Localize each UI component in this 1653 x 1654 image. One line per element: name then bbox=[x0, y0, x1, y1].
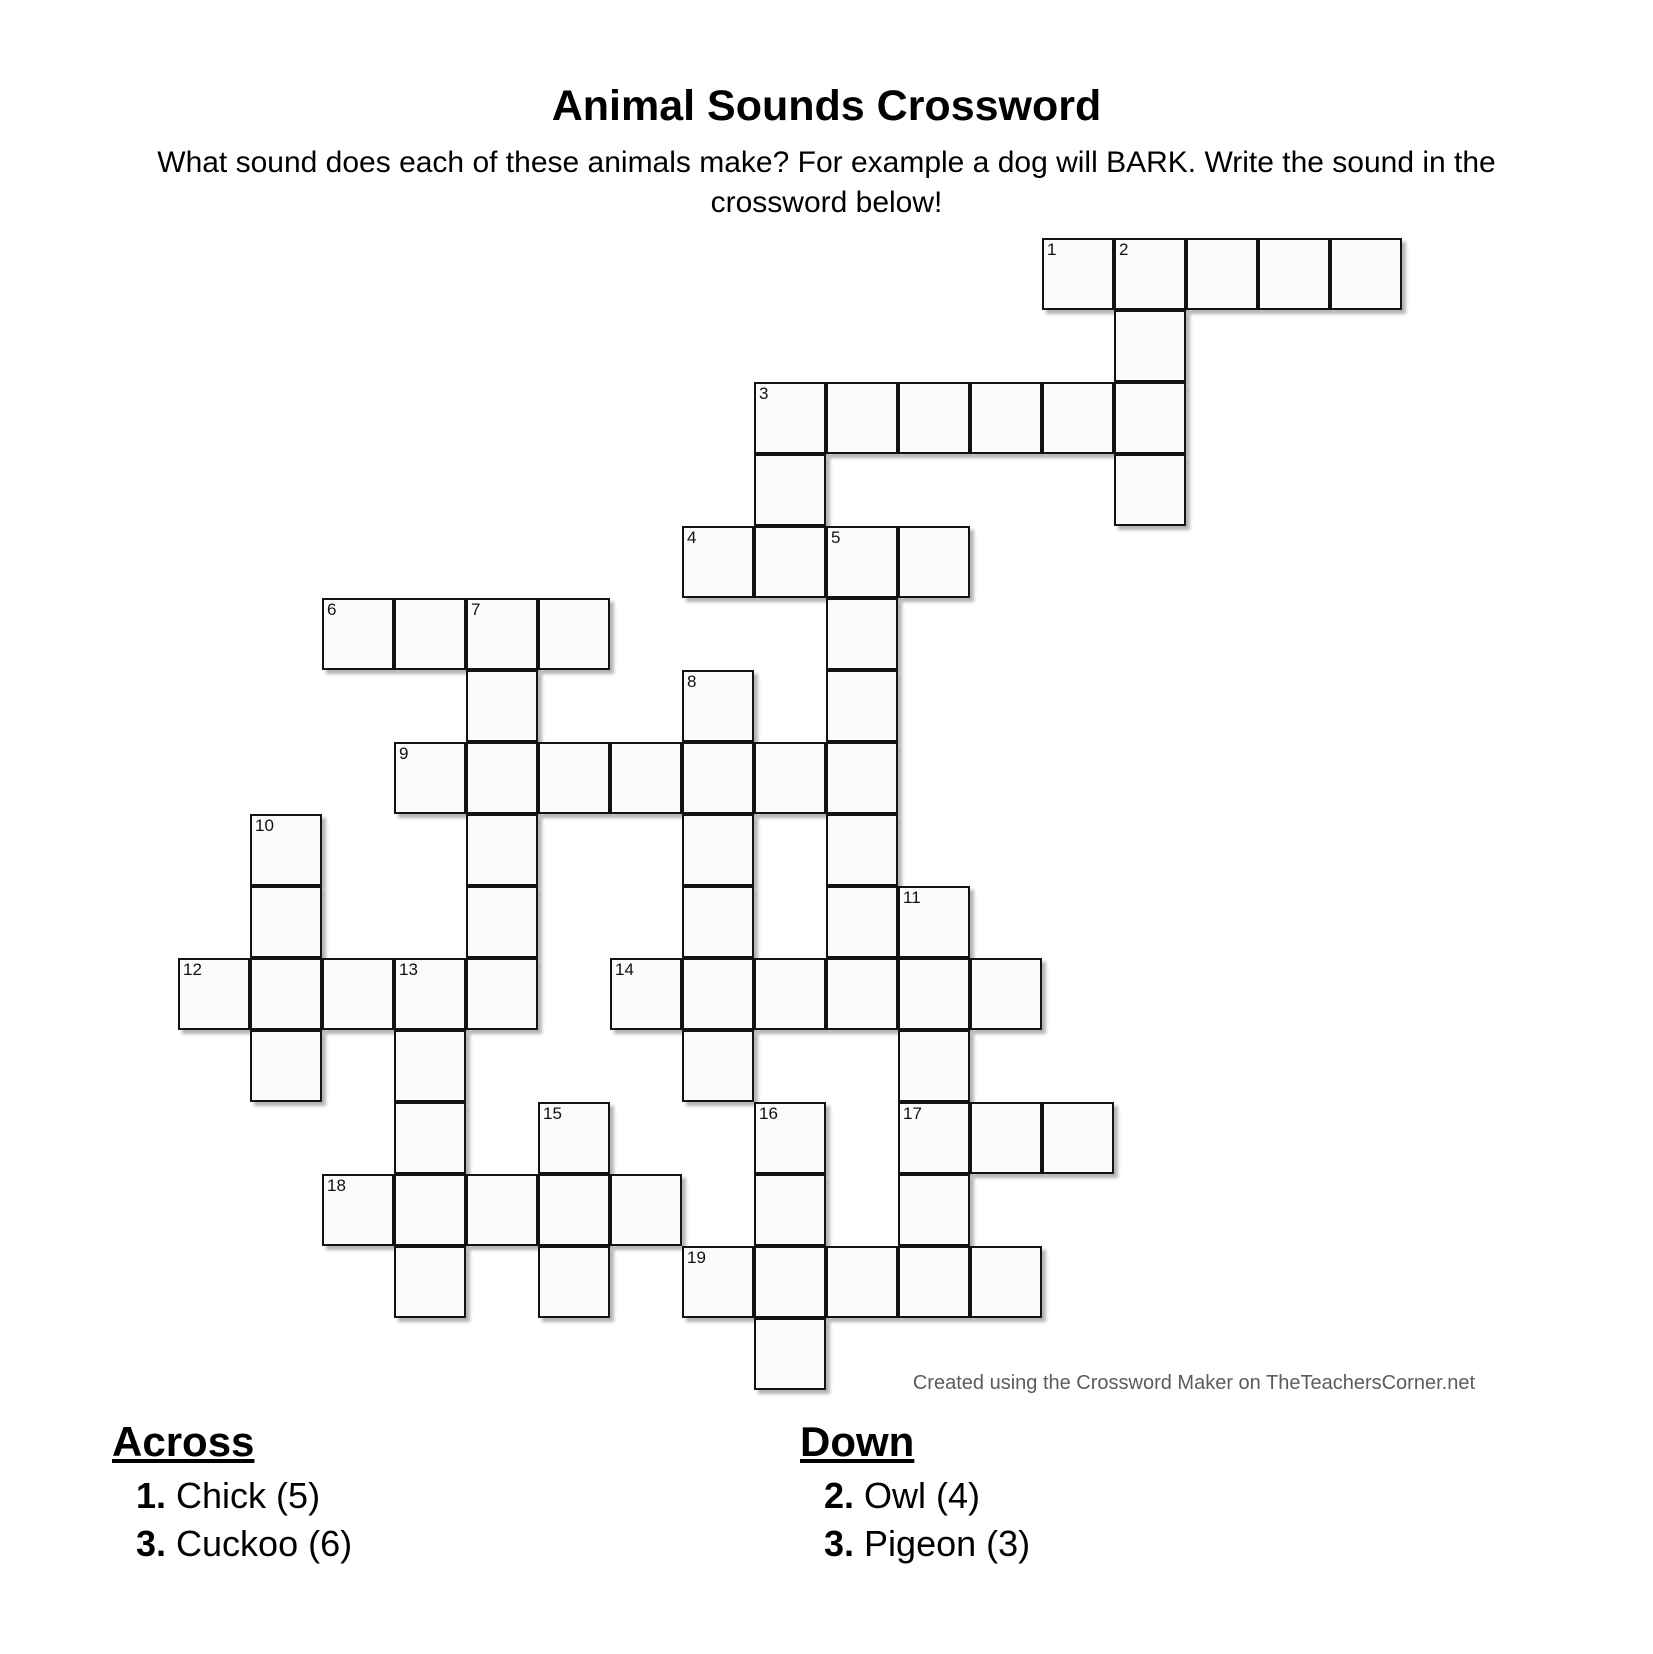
crossword-cell[interactable] bbox=[826, 814, 898, 886]
cell-number: 7 bbox=[471, 600, 481, 619]
cell-number: 10 bbox=[255, 816, 274, 835]
crossword-cell[interactable] bbox=[250, 886, 322, 958]
clue-text: Chick (5) bbox=[166, 1475, 321, 1516]
cell-number: 19 bbox=[687, 1248, 706, 1267]
crossword-cell[interactable] bbox=[250, 814, 322, 886]
clues-section bbox=[0, 1418, 1653, 1654]
crossword-cell[interactable] bbox=[682, 886, 754, 958]
crossword-cell[interactable] bbox=[754, 1174, 826, 1246]
cell-number: 8 bbox=[687, 672, 697, 691]
crossword-cell[interactable] bbox=[538, 742, 610, 814]
crossword-cell[interactable] bbox=[1042, 382, 1114, 454]
cell-number: 5 bbox=[831, 528, 841, 547]
crossword-cell[interactable] bbox=[610, 958, 682, 1030]
cell-number: 9 bbox=[399, 744, 409, 763]
crossword-cell[interactable] bbox=[682, 1246, 754, 1318]
instructions-text: What sound does each of these animals make? For example a dog will BARK. Write the sound in the crossword below! bbox=[157, 146, 1496, 219]
crossword-cell[interactable] bbox=[754, 454, 826, 526]
crossword-cell[interactable] bbox=[826, 526, 898, 598]
clue-text: Pigeon (3) bbox=[854, 1522, 1031, 1564]
cell-number: 4 bbox=[687, 528, 697, 547]
crossword-cell[interactable] bbox=[178, 958, 250, 1030]
crossword-cell[interactable] bbox=[898, 1102, 970, 1174]
cell-number: 2 bbox=[1119, 240, 1129, 259]
crossword-cell[interactable] bbox=[538, 1246, 610, 1318]
clue-number: 1. bbox=[136, 1475, 167, 1516]
cell-number: 6 bbox=[327, 600, 337, 619]
clue-number: 3. bbox=[824, 1522, 855, 1564]
crossword-cell[interactable] bbox=[826, 1246, 898, 1318]
crossword-cell[interactable] bbox=[394, 742, 466, 814]
crossword-cell[interactable] bbox=[826, 958, 898, 1030]
crossword-cell[interactable] bbox=[1258, 238, 1330, 310]
crossword-cell[interactable] bbox=[394, 1174, 466, 1246]
crossword-cell[interactable] bbox=[250, 1030, 322, 1102]
cell-number: 17 bbox=[903, 1104, 922, 1123]
crossword-cell[interactable] bbox=[754, 1102, 826, 1174]
crossword-cell[interactable] bbox=[754, 958, 826, 1030]
crossword-cell[interactable] bbox=[754, 1318, 826, 1390]
crossword-cell[interactable] bbox=[1330, 238, 1402, 310]
crossword-cell[interactable] bbox=[466, 958, 538, 1030]
clue-text: Cuckoo (6) bbox=[166, 1522, 353, 1564]
down-clues-column bbox=[800, 1418, 1030, 1567]
clue-number: 2. bbox=[824, 1475, 855, 1516]
crossword-cell[interactable] bbox=[394, 598, 466, 670]
crossword-cell[interactable] bbox=[826, 598, 898, 670]
crossword-cell[interactable] bbox=[898, 382, 970, 454]
crossword-cell[interactable] bbox=[682, 814, 754, 886]
crossword-cell[interactable] bbox=[466, 814, 538, 886]
clue-number: 3. bbox=[136, 1522, 167, 1564]
crossword-cell[interactable] bbox=[394, 958, 466, 1030]
cell-number: 13 bbox=[399, 960, 418, 979]
crossword-cell[interactable] bbox=[826, 382, 898, 454]
crossword-cell[interactable] bbox=[826, 742, 898, 814]
crossword-cell[interactable] bbox=[1114, 310, 1186, 382]
across-clues-column bbox=[112, 1418, 352, 1567]
crossword-cell[interactable] bbox=[1042, 238, 1114, 310]
cell-number: 14 bbox=[615, 960, 634, 979]
crossword-cell[interactable] bbox=[970, 958, 1042, 1030]
crossword-cell[interactable] bbox=[754, 1246, 826, 1318]
crossword-cell[interactable] bbox=[1186, 238, 1258, 310]
crossword-cell[interactable] bbox=[322, 598, 394, 670]
crossword-cell[interactable] bbox=[466, 1174, 538, 1246]
crossword-cell[interactable] bbox=[682, 526, 754, 598]
crossword-cell[interactable] bbox=[1114, 454, 1186, 526]
crossword-cell[interactable] bbox=[466, 598, 538, 670]
crossword-cell[interactable] bbox=[1042, 1102, 1114, 1174]
down-heading: Down bbox=[800, 1418, 915, 1465]
clue-item bbox=[112, 1472, 352, 1520]
crossword-cell[interactable] bbox=[322, 1174, 394, 1246]
crossword-cell[interactable] bbox=[682, 670, 754, 742]
page-title: Animal Sounds Crossword bbox=[551, 82, 1102, 130]
crossword-cell[interactable] bbox=[682, 1030, 754, 1102]
clue-item bbox=[800, 1472, 1030, 1520]
cell-number: 11 bbox=[903, 888, 921, 907]
crossword-cell[interactable] bbox=[898, 1030, 970, 1102]
crossword-cell[interactable] bbox=[898, 886, 970, 958]
crossword-cell[interactable] bbox=[970, 1246, 1042, 1318]
crossword-cell[interactable] bbox=[538, 1102, 610, 1174]
crossword-cell[interactable] bbox=[610, 1174, 682, 1246]
crossword-cell[interactable] bbox=[250, 958, 322, 1030]
crossword-cell[interactable] bbox=[394, 1246, 466, 1318]
crossword-cell[interactable] bbox=[970, 1102, 1042, 1174]
cell-number: 12 bbox=[183, 960, 202, 979]
crossword-cell[interactable] bbox=[898, 1174, 970, 1246]
crossword-cell[interactable] bbox=[898, 1246, 970, 1318]
crossword-cell[interactable] bbox=[1114, 382, 1186, 454]
crossword-cell[interactable] bbox=[754, 382, 826, 454]
crossword-cell[interactable] bbox=[538, 1174, 610, 1246]
crossword-cell[interactable] bbox=[610, 742, 682, 814]
cell-number: 1 bbox=[1047, 240, 1057, 259]
crossword-cell[interactable] bbox=[466, 742, 538, 814]
across-clue-list bbox=[112, 1472, 352, 1567]
crossword-cell[interactable] bbox=[826, 670, 898, 742]
across-heading: Across bbox=[112, 1418, 255, 1465]
clue-item bbox=[800, 1520, 1030, 1568]
crossword-cell[interactable] bbox=[682, 742, 754, 814]
crossword-cell[interactable] bbox=[898, 958, 970, 1030]
cell-number: 15 bbox=[543, 1104, 562, 1123]
crossword-cell[interactable] bbox=[754, 526, 826, 598]
cell-number: 16 bbox=[759, 1104, 778, 1123]
cell-number: 18 bbox=[327, 1176, 346, 1195]
clue-item bbox=[112, 1520, 352, 1568]
crossword-cell[interactable] bbox=[826, 886, 898, 958]
crossword-cell[interactable] bbox=[1114, 238, 1186, 310]
crossword-cell[interactable] bbox=[970, 382, 1042, 454]
crossword-cell[interactable] bbox=[394, 1102, 466, 1174]
down-clue-list bbox=[800, 1472, 1030, 1567]
crossword-cell[interactable] bbox=[898, 526, 970, 598]
crossword-cell[interactable] bbox=[682, 958, 754, 1030]
crossword-cell[interactable] bbox=[322, 958, 394, 1030]
cell-number: 3 bbox=[759, 384, 769, 403]
crossword-cell[interactable] bbox=[538, 598, 610, 670]
crossword-cell[interactable] bbox=[394, 1030, 466, 1102]
crossword-cell[interactable] bbox=[754, 742, 826, 814]
crossword-cell[interactable] bbox=[466, 670, 538, 742]
crossword-cell[interactable] bbox=[466, 886, 538, 958]
clue-text: Owl (4) bbox=[854, 1475, 981, 1516]
credit-line: Created using the Crossword Maker on TheTeachersCorner.net bbox=[912, 1372, 1475, 1394]
